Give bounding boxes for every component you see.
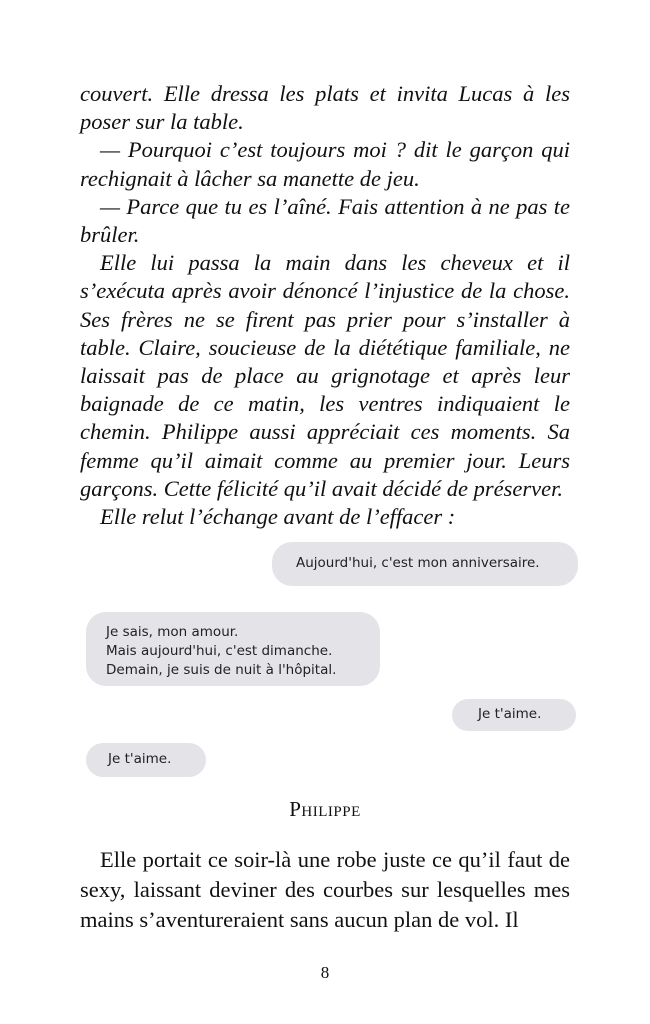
narrative-text (80, 80, 570, 531)
section-title: Philippe (289, 797, 361, 821)
message-line: Mais aujourd'hui, c'est dimanche. (106, 643, 333, 659)
message-text: Je t'aime. (108, 751, 172, 767)
message-bubble-received (86, 743, 206, 777)
section-text (80, 845, 570, 935)
message-text: Aujourd'hui, c'est mon anniversaire. (296, 555, 540, 571)
page-number: 8 (320, 963, 330, 982)
message-bubble-sent (272, 542, 578, 586)
paragraph-3-dialogue: — Parce que tu es l’aîné. Fais attention à ne pas te brûler. (80, 193, 570, 248)
message-text: Je t'aime. (478, 706, 542, 722)
message-line: Demain, je suis de nuit à l'hôpital. (106, 662, 337, 678)
section-paragraph-1: Elle portait ce soir-là une robe juste ce qu’il faut de sexy, laissant deviner des courbes sur lesquelles mes mains s’aventureraient sans aucun plan de vol. Il (80, 847, 570, 932)
message-line: Je sais, mon amour. (106, 624, 239, 640)
paragraph-1: couvert. Elle dressa les plats et invita Lucas à les poser sur la table. (80, 81, 570, 135)
message-bubble-sent (452, 699, 576, 731)
paragraph-2-dialogue: — Pourquoi c’est toujours moi ? dit le garçon qui rechignait à lâcher sa manette de jeu. (80, 137, 570, 191)
italic-narrative (80, 80, 570, 531)
paragraph-5: Elle relut l’échange avant de l’effacer : (100, 504, 456, 530)
paragraph-4: Elle lui passa la main dans les cheveux et il s’exécuta après avoir dénoncé l’injustice de la chose. Ses frères ne se firent pas prier pour s’installer à table. Claire, soucieuse de la diététique familiale, ne laissait pas de place au grignotage et après leur baignade de ce matin, les ventres indiquaient le chemin. Philippe aussi appréciait ces moments. Sa femme qu’il aimait comme au premier jour. Leurs garçons. Cette félicité qu’il avait décidé de préserver. (80, 250, 570, 501)
message-bubble-received (86, 612, 380, 686)
